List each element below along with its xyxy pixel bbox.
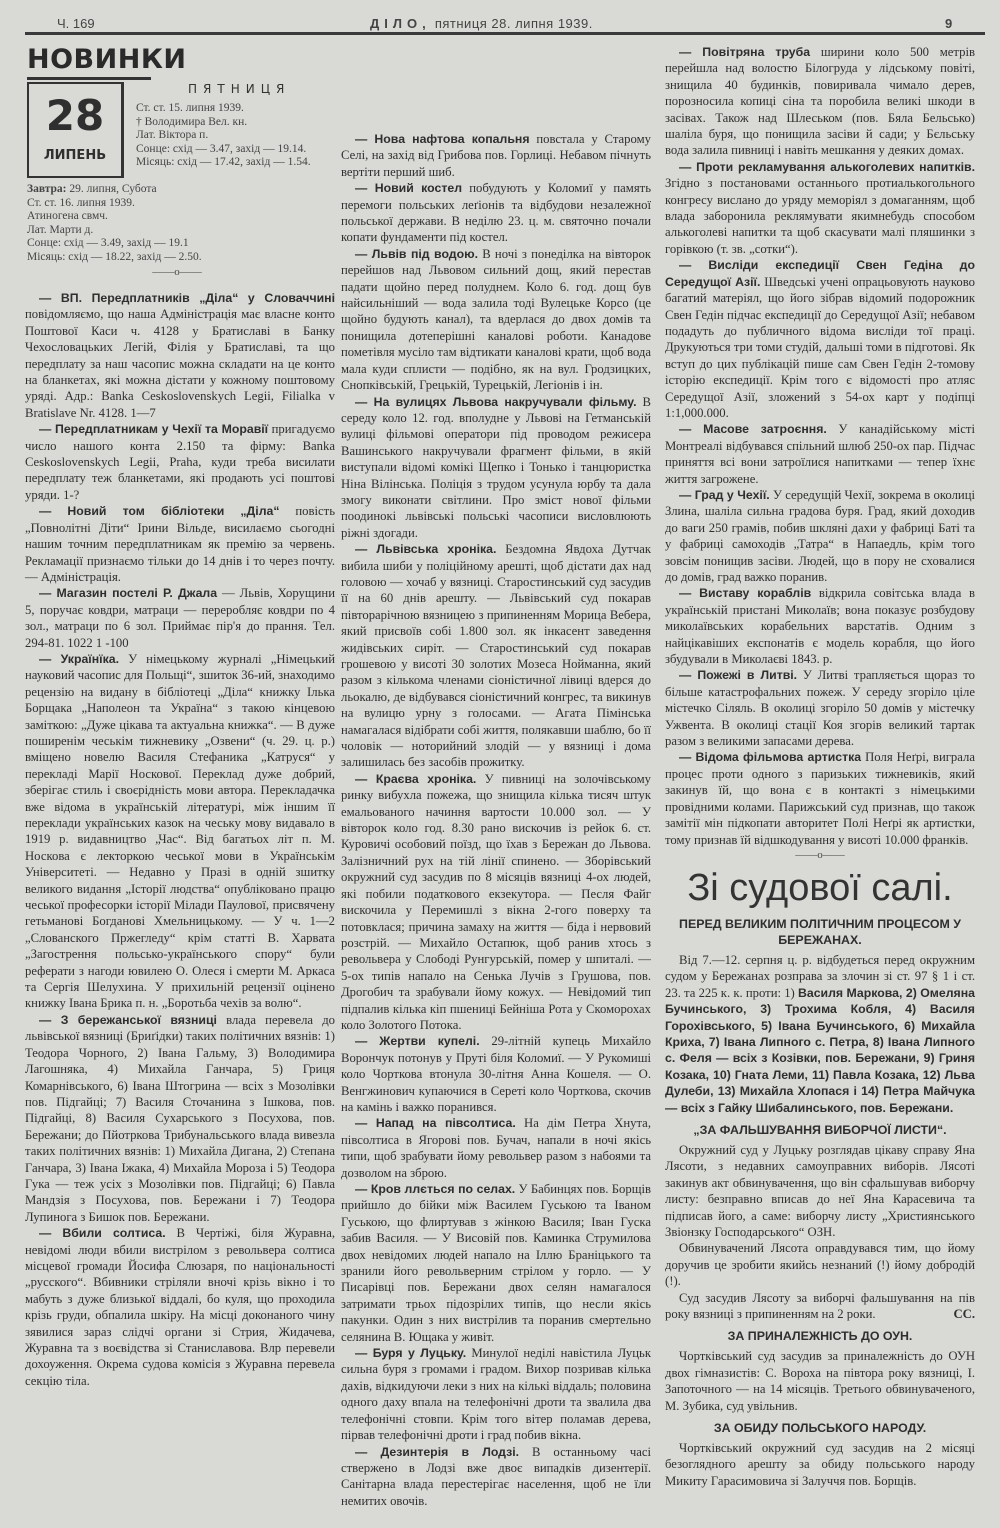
news-text: повідомляємо, що наша Адміністрація має власне конто Поштової Каси ч. 4128 у Братиславі в Банку Чехословацьких Легій, Філія у Братиславі, та що передплату за наш часопис можна складати на це конто на бланкетах, які можна дістати у кожному поштовому уряді. Адр.: Banka Ceskoslovenskych Legii, Filialka v Bratislave Nr. 4128. 1—7 [25,307,335,420]
news-text: — Львів, Хорущини 5, поручає ковдри, матраци — переробляє ковдри по 4 зол., матраци по 6 зол. Приймає пір'я до прання. Тел. 294-81. 1022 1 -100 [25,586,335,650]
news-headline: — Масове затроєння. [679,422,827,437]
news-item [665,44,975,159]
tomorrow-label: Завтра: [27,183,67,195]
news-item [665,159,975,257]
court-article-title: ПЕРЕД ВЕЛИКИМ ПОЛІТИЧНИМ ПРОЦЕСОМ У БЕРЕЖАНАХ. [679,916,961,947]
news-headline: — З бережанської вязниці [39,1012,217,1027]
news-headline: — Кров ллється по селах. [355,1182,516,1196]
news-item [341,771,651,1034]
news-headline: — Відома фільмова артистка [679,750,862,765]
calendar-line: Місяць: схід — 17.42, захід — 1.54. [136,156,311,168]
court-text: Чортківський суд засудив за приналежність до ОУН двох гімназистів: С. Вороха на півтора року вязниці, І. Запоточного — на 14 місяців. Третього обвинуваченого, М. Зубика, суд увільнив. [665,1349,975,1413]
news-text: пригадуємо число нашого конта 2.150 та фірму: Banka Ceskoslovenskych Legii, Praha, куди треба висилати передплату теж бланкетами, які продають усі поштові уряди. 1-? [25,422,335,502]
news-text: У пивниці на золочівському ринку вибухла пожежа, що знищила кілька тисяч штук емальованого начиння вартости 10.000 зол. — У вівторок коло год. 8.30 рано вискочив із рейок 6. ст. Куровичі особовий поїзд, що їхав з Бережан до Львова. Залізничний рух на тій лінії спинено. — Зборівський окружний суд засудив по 8 місяців вязниці 4-ох людей, які побили податкового екзекутора. — Песля Файг вискочила у Перемишлі з вікна 2-гого поверху та потовклася; причина замаху на життя — біда і нервовий розстрій. — Михайло Остапюк, щоб ранив хтось з револьвера у Слободі Рунгурській, помер у шпиталі. — 5-ох типів напало на Сенька Лучів з Грушова, пов. Дрогобич та зрабували йому кожух. — Невідомий тип підпалив кілька кіп пшениці Бейніша Рота у Скоморохах коло Золотого Потока. [341,771,651,1032]
news-text: Бездомна Явдоха Дутчак вибила шиби у поліційному арешті, щоб дістати дах над головою — хочаб у вязниці. Старостинський суд засудив її на 60 днів арешту. — Львівський суд покарав півторарічною вязницею з припиненням Морица Вебера, який присвоїв собі 1.800 зол. як інкасент заведення жидівських сиріт. — Старостинський суд покарав грошевою у висоті 30 золотих Мозеса Нойманна, який разом з кількома членами сіоністичної лівиці вдерся до льокалю, де відбувався сіоністичний конгрес, та викинув на вулицю урну з голосами. — Агата Пімінська намагалася відібрати собі життя, полякавши шаблю, бо її чоловік — нотоpийний злодій — у вязниці і дома залишилась без засобів прожитку. [341,542,651,770]
calendar-weekday: ПЯТНИЦЯ [188,82,291,96]
news-item [25,1225,335,1389]
court-paragraph [665,1142,975,1240]
court-text: Чортківський окружний суд засудив на 2 місяці безоглядного арешту за обиду польського народу Микиту Гарасимовича зі Залуччя пов. Борщів. [665,1441,975,1488]
court-paragraph [665,1240,975,1289]
news-item [25,503,335,585]
court-article-title: ЗА ПРИНАЛЕЖНІСТЬ ДО ОУН. [727,1329,913,1344]
court-text: Окружний суд у Луцьку розглядав цікаву справу Яна Лясоти, з недавних самоуправних виборів. Лясоті закинув акт обвинувачення, що він сфальшував виборчу листу: безправно вписав до неї Яна Карасевича та підписав його, а саме: виборчу листу „Християнського Звіонзку Господарського“ ОЗН. [665,1142,975,1239]
news-item [25,1012,335,1225]
news-item [665,487,975,585]
tomorrow-text: Сонце: схід — 3.49, захід — 19.1 [27,237,189,250]
news-text: На дім Петра Хнута, півсолтиса в Ягорові пов. Бучач, напали в ночі якісь типи, щоб зрабувати йому револьвер разом з набоями та дозволом на зброю. [341,1116,651,1180]
tomorrow-line [27,251,327,265]
news-item [665,421,975,487]
news-item [665,585,975,667]
news-text: У Бабинцях пов. Борщів прийшло до бійки між Василем Гуською та Іваном Гуською, що флиртував з жінкою Василя; Іван Гуска забив Василя. — У Висовій пов. Каминка Струмилова двох невідомих людей напало на Іллю Браніцького та зранили його револьверним стрілом у горло. — У Писарівці пов. Бережани двох селян намагалося затримати трьох підозрілих типів, що несли якісь пакунки. Один з них вистрілив та поранив смертельно селянина В. Ющака у живіт. [341,1182,651,1344]
news-headline: — Нова нафтова копальня [355,132,530,146]
court-paragraph [665,1440,975,1489]
news-item [25,585,335,651]
news-text: 29-літній купець Михайло Ворончук потонув у Пруті біля Коломиї. — У Рукомиші коло Чорткова втонула 30-літня Анна Кошеля. — О. Венгжинович купаючися в Сереті коло Чорткова, скочив на камінь і важко поранився. [341,1034,651,1114]
column-2 [341,131,651,1509]
news-text: У середущій Чехії, зокрема в околиці Злина, шаліла сильна градова буря. Град, який доходив до ваги 250 грамів, побив шкляні дахи у фабриці Баті та у фабриці самоходів „Татра“ в Напаедль, крім того зовсім понищив засіви. Людей, що в пору не сховалися до домів, град важко поранив. [665,487,976,584]
news-text: влада перевела до львівської вязниці (Бриґідки) таких політичних вязнів: 1) Теодора Чорного, 2) Івана Гальму, 3) Володимира Лагошняка, 4) Михайла Ганчара, 5) Гриця Комарнівського, 6) Івана Штогрина — всіх з Мозолівки пов. Підгайці; 7) Василя Сточанина з Ішкова, пов. Підгайці, 8) Василя Сухарського з Посухова, пов. Бережани; до Пйотркова Трибунальського влада вивезла таких політичних вязнів: 1) Михайла Дигана, 2) Степана Ганчара, 3) Івана Іжака, 4) Михайла Мороза і 5) Теодора Гука — теж усіх з Мозолівки пов. Підгайці; 6) Павла Мандзія з Посухова, пов. Бережани і 7) Теодора Лупинога з Бишок пов. Бережани. [25,1012,336,1224]
news-text: У німецькому журналі „Німецький науковий часопис для Польщі“, зшиток 36-ий, знаходимо рецензію на видану в бібліотеці „Діла“ книжку Ілька Борщака „Наполеон та Україна“ з такою кінцевою заміткою: „Дуже цікава та актуальна книжка“. — В дуже поширенім чеськім тижневику „Озвени“ (ч. 29. ц. р.) вміщено новелю Василя Стефаника „Катруся“ у перекладі Марії Носкової. Переклад дуже добрий, зберігає стиль і своєрідність мови автора. Перекладачка вже відома в українській літературі, між іншим її переклади українських казок на чеську мову видавало в 1919 р. видавництво „Час“. Від багатьох літ п. М. Носкова є лекторкою чеської мови в Українськім Університеті. — Недавно у Празі в одній зшитку великого видання „Історії людства“ опубліковано працю чеської професорки історії Мілади Паулової, присвячену гетьманові Богданові Хмельницькому. — У ч. 1—2 „Слованского Пржегледу“ крім статті В. Харвата „Загострення польсько-українського спору“ були реферати з нагоди ювилею О. Олеся і смерти М. Аркаса та Сергія Шелухина. У прихильній рецензії оцінено книжку Івана Брика п. н. „Боротьба чехів за волю“. [25,651,336,1011]
column-1 [25,290,335,1389]
news-item [341,1345,651,1443]
court-text: Від 7.—12. серпня ц. р. відбудеться перед окружним судом у Бережанах розправа за злочин зі ст. 97 § 1 і ст. 23. та 225 к. к. проти: 1) [665,952,975,1000]
news-item [341,1181,651,1345]
calendar-line: Лат. Віктора п. [136,129,209,141]
court-article-title: ЗА ОБИДУ ПОЛЬСЬКОГО НАРОДУ. [713,1421,927,1436]
court-paragraph [665,952,975,1116]
news-item [341,131,651,180]
news-item [665,749,975,847]
tomorrow-line [27,197,327,211]
divider: ——o—— [152,265,202,278]
news-headline: — Новий том бібліотеки „Діла“ [39,504,280,519]
paper-name: ДІЛО, [370,16,431,31]
news-text: В середу коло 12. год. вполудне у Львові на Гетманській вулиці фільмові оператори під проводом режисера Вашинського накручували фрагмент фільми, в якій виступали відомі комікі Щепко і Тонько і танцюристка Ніна Вілінська. Поліція з трудом усунула юрбу та дала змогу виконати світлини. Про зміст нової фільми поодинокі львівські польські часописи висловлюють ріжні здогади. [341,394,651,540]
issue-number: Ч. 169 [57,16,95,31]
news-headline: — Краєва хроніка. [355,771,477,786]
news-item [25,421,335,503]
news-item [341,394,651,542]
issue-date: пятниця 28. липня 1939. [434,16,593,31]
paper-date-line [370,16,593,31]
court-paragraph [665,1348,975,1414]
news-text: Шведські учені опрацьовують науково багатий матеріял, що його зібрав відомий подорожник Свен Гедін підчас експедиції до Середущої Азії; небавом подадуть до публичного відома висліди тої праці. Друкуються три томи студій, дальші томи в підготові. Як вступ до цих публікацій пише сам Свен Гедін 2-томову історію експедиції. Крім того є відомості про атляс Середущої Азії, зложений з 54-ох карт у подіпці 1:1,000.000. [665,274,975,420]
news-item [341,1033,651,1115]
calendar-box [27,82,124,178]
news-headline: — Повітряна труба [679,45,811,59]
tomorrow-line [27,237,327,251]
news-item [341,180,651,246]
running-header [0,14,1000,34]
tomorrow-text: Лат. Марти д. [27,223,94,236]
news-item [341,1115,651,1181]
calendar-month: ЛИПЕНЬ [43,148,107,163]
court-defendants: Василя Маркова, 2) Омеляна Бучинського, 3) Трохима Кобля, 4) Василя Горохівського, 5) Івана Бучинського, 6) Михайла Криха, 7) Івана Липного с. Петра, 8) Івана Липного с. Феля — всіх з Козівки, пов. Бережани, 9) Гриня Козака, 10) Гната Леми, 11) Павла Козака, 12) Льва Дулеби, 13) Михайла Хлопася і 14) Петра Майчука — всіх з Гайку Шибалинського, пов. Бережани. [665,985,975,1115]
news-item [665,667,975,749]
calendar-day: 28 [45,91,105,140]
news-text: Поля Неґрі, виграла процес проти одного з паризьких тижневиків, який закинув їй, що вона є в контакті з німецькими провідними колами. Парижський суд признав, що також замітії мін підкопати авторитет Полі Неґрі як артистки, тому признав їй відшкодування у висоті 10.000 франків. [665,750,975,847]
court-text: Обвинувачений Лясота оправдувався тим, що йому доручив це зробити якийсь незнаний (!) йому добродій (!). [665,1241,975,1289]
news-headline: — Жертви купелі. [355,1034,480,1049]
calendar-tomorrow [27,183,327,279]
news-headline: — Буря у Луцьку. [355,1346,467,1361]
tomorrow-text: Місяць: схід — 18.22, захід — 2.50. [27,250,202,263]
section-masthead: НОВИНКИ [27,44,151,80]
calendar-line: † Володимира Вел. кн. [136,115,248,128]
news-text: В Чертіжі, біля Журавна, невідомі люди вбили вистрілом з револьвера солтиса місцевої громади Йосифа Слюзаря, по національності „русского“. Вбивники стріляли вночі крізь вікно і то мабуть з дуже близької віддалі, бо куля, що проходила крізь груди, обпалила шкіру. На місці доконаного чину зявилися зараз слідчі органи зі Стрия, Жидачева, Журавна та з воєвідства зі Станиславова. Влр перевели дохоуження. Окрема судова комісія з Журавна перевела секцію тіла. [25,1226,335,1388]
tomorrow-line [27,224,327,238]
court-section-title: Зі судової салі. [687,866,953,909]
news-item [341,541,651,771]
news-headline: — Львів під водою. [355,246,479,261]
court-paragraph [665,1290,975,1323]
tomorrow-text: Атиногена свмч. [27,210,108,223]
news-item [25,290,335,421]
court-article-title: „ЗА ФАЛЬШУВАННЯ ВИБОРЧОЇ ЛИСТИ“. [693,1122,947,1137]
news-text: повість „Повнолітні Діти“ Ірини Вільде, висилаємо сьогодні нашим точним передплатникам як премію за червень. Рекламації признаємо тільки до 14 днів і то через почту. — Адміністрація. [25,504,335,584]
news-item [25,651,335,1012]
tomorrow-line [27,210,327,224]
news-text: В ночі з понеділка на вівторок перейшов над Львовом сильний дощ, який перестав падати щойно перед полуднем. Коло 6. год. дощ був найсильніший — вода залила тоді Вулецьке Корсо (це щойно будують канал), та вдерлася до двох домів та понищила дотеперішні каналові роботи. Канадове пометівля мусіло там відтикати каналові крати, щоб вода мала куди сплисти — подібно, як на вул. Гродзицких, Снопківській, Грецькій, Турецькій, Легіонів і ін. [341,246,651,393]
news-headline: — Львівська хроніка. [355,542,497,557]
tomorrow-text: 29. липня, Субота [69,183,157,195]
news-text: відкрила совітська влада в українській пристані Миколаїв; вона показує розбудову миколаївських корабельних варстатів. Одним з найцікавіших експонатів є модель корабля, що його збудували в Миколаєві 1843. р. [665,586,975,667]
divider: ——o—— [795,848,845,861]
news-text: У Литві трапляється щораз то більше катастрофальних пожеж. У середу згоріло ціле містечко Сіляль. В околиці згоріло 50 домів у містечку Ужвента. В околиці стації Коя згорів великий тартак разом з великими запасами дерева. [665,668,976,749]
news-text: ширини коло 500 метрів перейшла над волостю Білогруда у лідському повіті, знищила 40 будинків, повиривала чимало дерев, порозносила копиці сіна та поробила великі шкоди в засівах. Також над Шлеськом (пов. Бяла Бельсько) шаліла буря, що понищила засіви й сади; у Бєльську вода залила пивниці і навіть мешкання у деяких домах. [665,45,975,158]
header-rule [25,32,985,35]
author-signature: СС. [953,1307,975,1322]
news-headline: — Передплатникам у Чехії та Моравії [39,422,269,437]
news-headline: — Новий костел [355,181,463,196]
news-headline: — Українїка. [39,651,120,666]
news-text: Згідно з постановами останнього протиалькогольного конгресу вислано до уряду меморіял з домаганням, щоб влада заборонила реклямувати якимнебудь способом алькоголеві напитки та щоб скасувати малі пляшинки з горівкою (т. зв. „сотки“). [665,176,975,256]
news-headline: — Магазин постелі Р. Джала [39,586,218,601]
news-headline: — Град у Чехії. [679,487,770,502]
news-headline: — Напад на півсолтиса. [355,1116,516,1131]
news-item [341,1444,651,1510]
news-headline: — Виставу кораблів [679,586,812,601]
tomorrow-text: Ст. ст. 16. липня 1939. [27,196,135,209]
news-headline: — ВП. Передплатників „Діла“ у Словаччині [39,291,335,305]
column-3 [665,44,975,1489]
news-text: повстала у Старому Селі, на захід від Грибова пов. Горлиці. Небавом пічнуть вертіти перший шиб. [341,132,651,179]
calendar-info [136,102,311,170]
news-text: У канадійському місті Монтреалі відбувався спільний шлюб 250-ох пар. Підчас приняття всі вони затроїлися напитками — тепер їхнє життя загрожене. [665,422,975,486]
news-text: Минулої неділі навістила Луцьк сильна буря з громами і градом. Вихор позривав кілька дахів, відкидуючи леки з них на кількі віддаль; половина одного даху впала на телефонічні дроти та звалила два телефонічні стовпи. Крім того вітер поламав дерева, пірвав телефонічні дроти і град побив вікна. [341,1346,651,1443]
news-headline: — Дезинтерія в Лодзі. [355,1444,520,1459]
news-item [341,246,651,394]
news-item [665,257,975,421]
news-headline: — Проти рекламування алькоголевих напитків. [679,159,975,174]
page-number: 9 [945,16,953,31]
calendar-line: Сонце: схід — 3.47, захід — 19.14. [136,142,307,155]
news-headline: — На вулицях Львова накручували фільму. [355,394,637,409]
news-text: В останньому часі ствержено в Лодзі вже двоє випадків дизентерії. Санітарна влада перестерігає населення, щоб не їли немитих овочів. [341,1444,651,1508]
news-headline: — Пожежі в Литві. [679,668,798,683]
court-text: Суд засудив Лясоту за виборчі фальшування на пів року вязниці з припиненням на 2 роки. [665,1290,975,1322]
tomorrow-line [27,183,327,197]
news-text: побудують у Коломиї у память перемоги польських леґіонів та відбудови незалежної польської держави. В неділю 23. ц. м. святочно почали копати фундаменти під костел. [341,181,651,245]
calendar-line: Ст. ст. 15. липня 1939. [136,102,244,114]
news-headline: — Вбили солтиса. [39,1226,166,1241]
news-headline: — Висліди експедиції Свен Гедіна до Середущої Азії. [665,258,975,289]
